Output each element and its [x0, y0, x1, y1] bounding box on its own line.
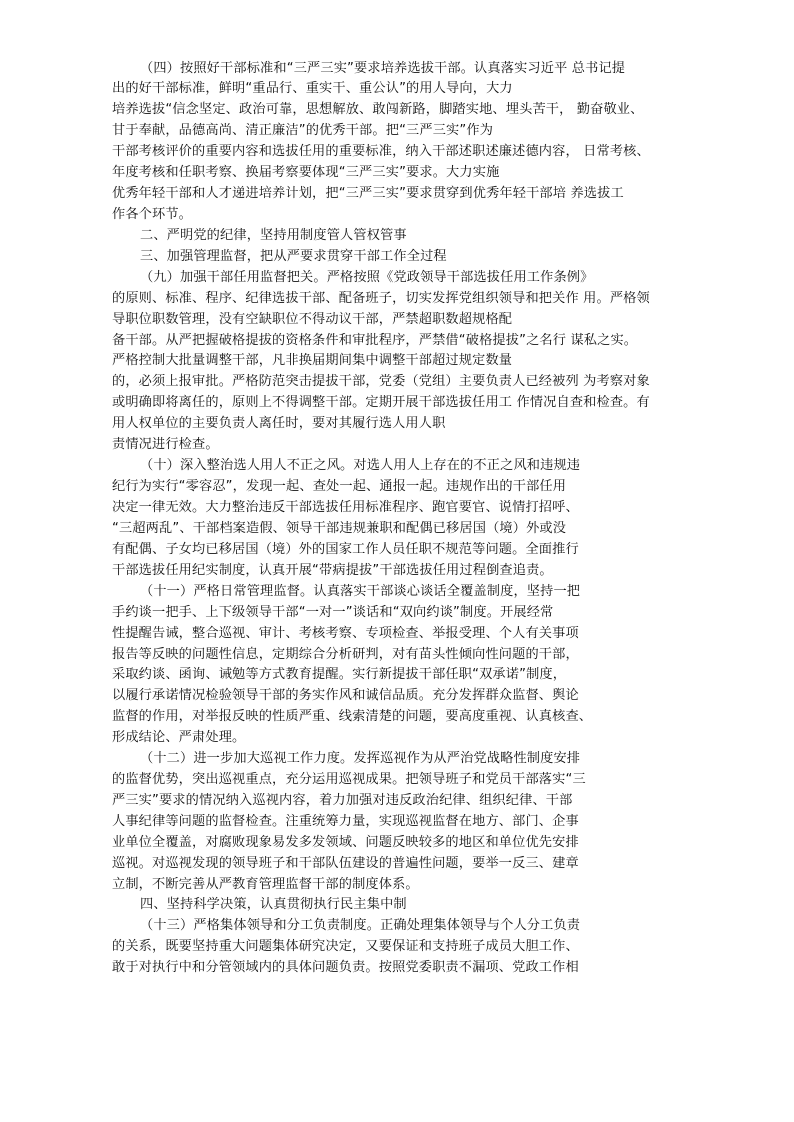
paragraph-10-line-1: （十）深入整治选人用人不正之风。对选人用人上存在的不正之风和违规违	[140, 458, 581, 473]
paragraph-12-line-1: （十二）进一步加大巡视工作力度。发挥巡视作为从严治党战略性制度安排	[140, 751, 581, 766]
paragraph-11-line-5: 采取约谈、函询、诫勉等方式教育提醒。实行新提拔干部任职“双承诺”制度，	[112, 667, 567, 682]
section-heading-4: 四、坚持科学决策，认真贯彻执行民主集中制	[140, 897, 407, 912]
paragraph-12-line-4: 人事纪律等问题的监督检查。注重统筹力量，实现巡视监督在地方、部门、企事	[112, 814, 579, 829]
paragraph-10-line-6: 干部选拔任用纪实制度，认真开展“带病提拔”干部选拔任用过程倒查追责。	[112, 563, 553, 578]
paragraph-12-line-5: 业单位全覆盖，对腐败现象易发多发领域、问题反映较多的地区和单位优先安排	[112, 835, 579, 850]
paragraph-9-line-7: 或明确即将离任的，原则上不得调整干部。定期开展干部选拔任用工 作情况自查和检查。有	[112, 395, 650, 410]
paragraph-4-line-2: 出的好干部标准，鲜明“重品行、重实干、重公认”的用人导向，大力	[112, 81, 513, 96]
paragraph-12-line-2: 的监督优势，突出巡视重点，充分运用巡视成果。把领导班子和党员干部落实“三	[112, 772, 586, 787]
paragraph-4-line-6: 年度考核和任职考察、换届考察要体现“三严三实”要求。大力实施	[112, 165, 500, 180]
paragraph-9-line-6: 的，必须上报审批。严格防范突击提拔干部，党委（党组）主要负责人已经被列 为考察对象	[112, 374, 650, 389]
paragraph-12-line-6: 巡视。对巡视发现的领导班子和干部队伍建设的普遍性问题，要举一反三、建章	[112, 856, 579, 871]
paragraph-9-line-5: 严格控制大批量调整干部，凡非换届期间集中调整干部超过规定数量	[112, 353, 513, 368]
paragraph-4-line-4: 甘于奉献，品德高尚、清正廉洁”的优秀干部。把“三严三实”作为	[112, 123, 494, 138]
paragraph-11-line-7: 监督的作用，对举报反映的性质严重、线索清楚的问题，要高度重视、认真核查、	[112, 709, 593, 724]
paragraph-9-line-3: 导职位职数管理，没有空缺职位不得动议干部，严禁超职数超规格配	[112, 312, 513, 327]
paragraph-9-line-8: 用人权单位的主要负责人离任时，要对其履行选人用人职	[112, 416, 446, 431]
paragraph-9-line-9: 责情况进行检查。	[112, 437, 219, 452]
paragraph-13-line-2: 的关系，既要坚持重大问题集体研究决定，又要保证和支持班子成员大胆工作、	[112, 939, 579, 954]
paragraph-9-line-2: 的原则、标准、程序、纪律选拔干部、配备班子，切实发挥党组织领导和把关作 用。严格领	[112, 291, 650, 306]
paragraph-11-line-4: 报告等反映的问题性信息，定期综合分析研判，对有苗头性倾向性问题的干部，	[112, 647, 579, 662]
paragraph-4-line-3: 培养选拔“信念坚定、政治可靠，思想解放、敢闯新路，脚踏实地、埋头苦干， 勤奋敬业、	[112, 102, 644, 117]
paragraph-10-line-2: 纪行为实行“零容忍”，发现一起、查处一起、通报一起。违规作出的干部任用	[112, 479, 567, 494]
paragraph-12-line-7: 立制，不断完善从严教育管理监督干部的制度体系。	[112, 877, 419, 892]
paragraph-13-line-1: （十三）严格集体领导和分工负责制度。正确处理集体领导与个人分工负责	[140, 918, 581, 933]
paragraph-4-line-5: 干部考核评价的重要内容和选拔任用的重要标准，纳入干部述职述廉述德内容， 日常考核、	[112, 144, 650, 159]
paragraph-9-line-1: （九）加强干部任用监督把关。严格按照《党政领导干部选拔任用工作条例》	[140, 270, 594, 285]
paragraph-10-line-4: “三超两乱”、干部档案造假、领导干部违规兼职和配偶已移居国（境）外或没	[112, 521, 567, 536]
paragraph-12-line-3: 严三实”要求的情况纳入巡视内容，着力加强对违反政治纪律、组织纪律、干部	[112, 793, 573, 808]
section-heading-3: 三、加强管理监督，把从严要求贯穿干部工作全过程	[140, 249, 447, 264]
paragraph-4-line-7: 优秀年轻干部和人才递进培养计划，把“三严三实”要求贯穿到优秀年轻干部培 养选拔工	[112, 186, 624, 201]
paragraph-13-line-3: 敢于对执行中和分管领域内的具体问题负责。按照党委职责不漏项、党政工作相	[112, 960, 579, 975]
section-heading-2: 二、严明党的纪律，坚持用制度管人管权管事	[140, 228, 407, 243]
paragraph-10-line-5: 有配偶、子女均已移居国（境）外的国家工作人员任职不规范等问题。全面推行	[112, 542, 579, 557]
paragraph-11-line-8: 形成结论、严肃处理。	[112, 730, 246, 745]
paragraph-4-line-8: 作各个环节。	[112, 207, 193, 222]
paragraph-11-line-1: （十一）严格日常管理监督。认真落实干部谈心谈话全覆盖制度，坚持一把	[140, 584, 581, 599]
paragraph-4-line-1: （四）按照好干部标准和“三严三实”要求培养选拔干部。认真落实习近平 总书记提	[140, 61, 626, 76]
paragraph-11-line-6: 以履行承诺情况检验领导干部的务实作风和诚信品质。充分发挥群众监督、舆论	[112, 688, 579, 703]
paragraph-9-line-4: 备干部。从严把握破格提拔的资格条件和审批程序，严禁借“破格提拔”之名行 谋私之实。	[112, 333, 638, 348]
paragraph-11-line-3: 性提醒告诫，整合巡视、审计、考核考察、专项检查、举报受理、个人有关事项	[112, 626, 579, 641]
paragraph-10-line-3: 决定一律无效。大力整治违反干部选拔任用标准程序、跑官要官、说情打招呼、	[112, 500, 579, 515]
paragraph-11-line-2: 手约谈一把手、上下级领导干部“一对一”谈话和“双向约谈”制度。开展经常	[112, 605, 554, 620]
